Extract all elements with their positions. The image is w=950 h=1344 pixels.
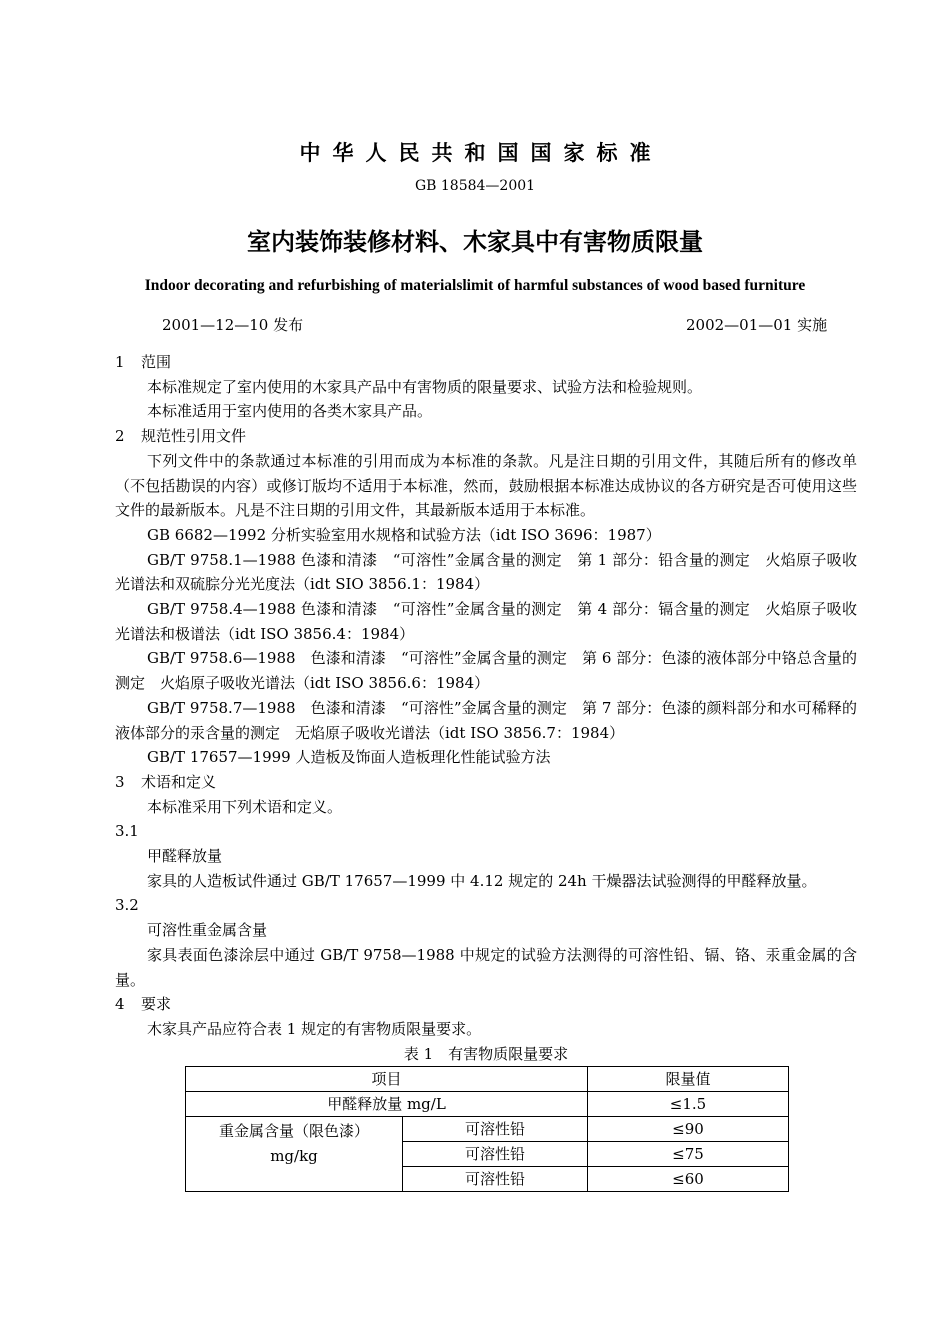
table-header-cell: 项目 [186,1067,588,1092]
document-body [115,350,857,1192]
paragraph: 本标准采用下列术语和定义。 [147,797,343,816]
definition: 家具表面色漆涂层中通过 GB/T 9758—1988 中规定的试验方法测得的可溶性铅、镉、铬、汞重金属的含量。 [115,945,857,989]
section-heading [115,992,857,1017]
national-standard-heading: 中华人民共和国国家标准 [299,141,663,165]
table-group-cell [186,1117,403,1192]
reference-item: GB/T 9758.1—1988 色漆和清漆 “可溶性”金属含量的测定 第 1 部分：铅含量的测定 火焰原子吸收光谱法和双硫腙分光光度法（idt SIO 3856.1：1984） [115,550,857,594]
section-title: 要求 [141,995,172,1014]
reference-item: GB/T 9758.4—1988 色漆和清漆 “可溶性”金属含量的测定 第 4 部分：镉含量的测定 火焰原子吸收光谱法和极谱法（idt ISO 3856.4：1984） [115,600,857,643]
reference-item: GB/T 9758.6—1988 色漆和清漆 “可溶性”金属含量的测定 第 6 部分：色漆的液体部分中铬总含量的测定 火焰原子吸收光谱法（idt ISO 3856.6：1984） [115,649,857,693]
standard-number: GB 18584—2001 [414,178,536,194]
paragraph: 木家具产品应符合表 1 规定的有害物质限量要求。 [147,1019,482,1038]
table-cell: ≤60 [588,1167,789,1192]
term: 甲醛释放量 [147,847,223,866]
section-title: 术语和定义 [141,772,217,791]
table-cell: 可溶性铅 [403,1167,588,1192]
effective-date: 2002—01—01 实施 [686,316,828,334]
reference-item: GB/T 17657—1999 人造板及饰面人造板理化性能试验方法 [147,748,551,767]
section-number: 1 [115,353,125,371]
section-title: 规范性引用文件 [141,427,247,446]
table-cell: ≤1.5 [588,1092,789,1117]
table-row [186,1092,789,1117]
subsection-number: 3.2 [115,896,139,915]
paragraph: 本标准适用于室内使用的各类木家具产品。 [147,402,433,421]
section-heading [115,770,857,795]
table-cell: 可溶性铅 [403,1117,588,1142]
section-number: 3 [115,772,125,791]
table-cell: ≤90 [588,1117,789,1142]
english-title: Indoor decorating and refurbishing of materialslimit of harmful substances of wood based furniture [144,277,806,294]
table-cell: 可溶性铅 [403,1142,588,1167]
table-cell: ≤75 [588,1142,789,1167]
paragraph: 本标准规定了室内使用的木家具产品中有害物质的限量要求、试验方法和检验规则。 [147,377,703,396]
section-number: 4 [115,995,125,1014]
limits-table [185,1066,789,1192]
table-row [186,1117,789,1142]
reference-item: GB 6682—1992 分析实验室用水规格和试验方法（idt ISO 3696：1987） [147,525,661,544]
paragraph: 下列文件中的条款通过本标准的引用而成为本标准的条款。凡是注日期的引用文件，其随后所有的修改单（不包括勘误的内容）或修订版均不适用于本标准，然而，鼓励根据本标准达成协议的各方研究是否可使用这些文件的最新版本。凡是不注日期的引用文件，其最新版本适用于本标准。 [115,451,857,520]
section-title: 范围 [141,353,172,371]
table-group-unit: mg/kg [270,1147,318,1166]
term: 可溶性重金属含量 [147,921,268,940]
table-cell: 甲醛释放量 mg/L [186,1092,588,1117]
table-caption: 表 1 有害物质限量要求 [403,1044,569,1063]
definition: 家具的人造板试件通过 GB/T 17657—1999 中 4.12 规定的 24h 干燥器法试验测得的甲醛释放量。 [147,871,817,890]
table-header-cell: 限量值 [588,1067,789,1092]
reference-item: GB/T 9758.7—1988 色漆和清漆 “可溶性”金属含量的测定 第 7 部分：色漆的颜料部分和水可稀释的液体部分的汞含量的测定 无焰原子吸收光谱法（idt ISO 3856.7：1984） [115,698,857,742]
section-number: 2 [115,427,125,446]
issue-date: 2001—12—10 发布 [162,316,304,334]
table-group-label: 重金属含量（限色漆） [218,1122,369,1141]
subsection-number: 3.1 [115,822,139,841]
section-heading [115,424,857,449]
table-header-row [186,1067,789,1092]
document-title: 室内装饰装修材料、木家具中有害物质限量 [247,228,703,256]
section-heading [115,350,857,375]
